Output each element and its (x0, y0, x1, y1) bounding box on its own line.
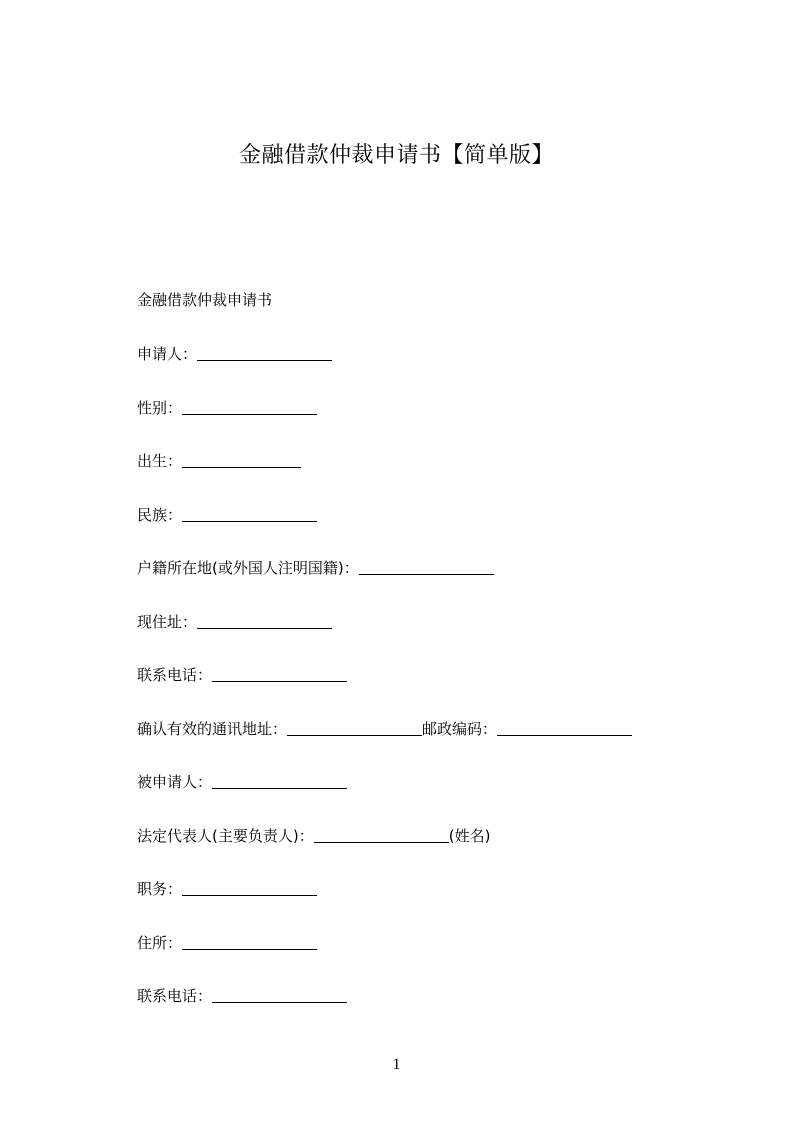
applicant-mailing-address-blank (287, 720, 422, 736)
respondent-phone-label: 联系电话： (137, 987, 213, 1005)
respondent-position-line (137, 878, 317, 900)
subtitle-text: 金融借款仲裁申请书 (137, 291, 273, 309)
applicant-mailing-line (137, 718, 632, 740)
applicant-gender-blank (182, 399, 317, 415)
document-title: 金融借款仲裁申请书【简单版】 (238, 143, 554, 168)
applicant-household-line (137, 557, 494, 579)
applicant-postal-code-label: 邮政编码： (422, 720, 498, 738)
respondent-legal-rep-blank (314, 827, 449, 843)
applicant-birth-line (137, 450, 301, 472)
respondent-position-label: 职务： (137, 880, 183, 898)
respondent-legal-rep-line (137, 825, 490, 847)
respondent-name-label: 被申请人： (137, 773, 213, 791)
respondent-phone-line (137, 985, 347, 1007)
respondent-domicile-label: 住所： (137, 934, 183, 952)
applicant-phone-blank (212, 666, 347, 682)
applicant-gender-label: 性别： (137, 399, 183, 417)
applicant-ethnicity-line (137, 504, 317, 526)
applicant-address-line (137, 611, 332, 633)
respondent-legal-rep-label: 法定代表人(主要负责人)： (137, 827, 314, 845)
applicant-birth-label: 出生： (137, 452, 183, 470)
applicant-postal-code-blank (497, 720, 632, 736)
applicant-address-label: 现住址： (137, 613, 198, 631)
respondent-name-blank (212, 773, 347, 789)
applicant-address-blank (197, 613, 332, 629)
applicant-ethnicity-blank (182, 506, 317, 522)
respondent-name-line (137, 771, 347, 793)
applicant-ethnicity-label: 民族： (137, 506, 183, 524)
document-subtitle (137, 289, 272, 311)
respondent-domicile-blank (182, 934, 317, 950)
respondent-domicile-line (137, 932, 317, 954)
applicant-birth-blank (182, 452, 301, 468)
respondent-position-blank (182, 880, 317, 896)
respondent-phone-blank (212, 987, 347, 1003)
applicant-mailing-address-label: 确认有效的通讯地址： (137, 720, 288, 738)
respondent-legal-rep-suffix: (姓名) (448, 827, 491, 845)
page-number: 1 (392, 1056, 401, 1073)
applicant-household-label: 户籍所在地(或外国人注明国籍)： (137, 559, 359, 577)
applicant-phone-label: 联系电话： (137, 666, 213, 684)
applicant-name-blank (197, 345, 332, 361)
applicant-household-blank (359, 559, 494, 575)
applicant-name-label: 申请人： (137, 345, 198, 363)
applicant-gender-line (137, 397, 317, 419)
applicant-name-line (137, 343, 332, 365)
applicant-phone-line (137, 664, 347, 686)
